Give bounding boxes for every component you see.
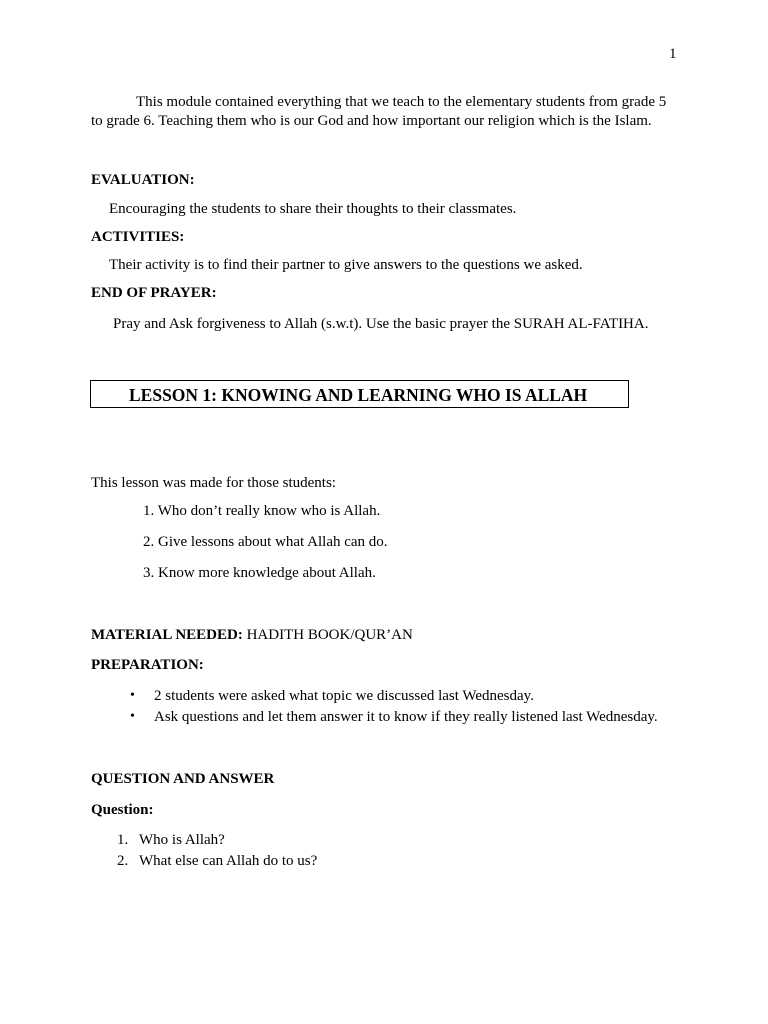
preparation-heading: PREPARATION: bbox=[91, 657, 204, 673]
intro-paragraph-line-2: to grade 6. Teaching them who is our God and how important our religion which is the Islam. bbox=[91, 113, 652, 129]
question-label: Question: bbox=[91, 802, 154, 818]
bullet-icon: • bbox=[130, 709, 135, 724]
evaluation-text: Encouraging the students to share their thoughts to their classmates. bbox=[109, 201, 517, 217]
evaluation-heading: EVALUATION: bbox=[91, 172, 195, 188]
activities-heading: ACTIVITIES: bbox=[91, 229, 185, 245]
intro-paragraph-line-1: This module contained everything that we teach to the elementary students from grade 5 bbox=[136, 94, 667, 110]
end-of-prayer-text: Pray and Ask forgiveness to Allah (s.w.t). Use the basic prayer the SURAH AL-FATIHA. bbox=[113, 316, 649, 332]
lesson-title: LESSON 1: KNOWING AND LEARNING WHO IS ALLAH bbox=[129, 385, 588, 405]
material-needed-value: HADITH BOOK/QUR’AN bbox=[246, 627, 413, 643]
lesson-intro: This lesson was made for those students: bbox=[91, 475, 336, 491]
lesson-objective: 1. Who don’t really know who is Allah. bbox=[143, 503, 381, 519]
activities-text: Their activity is to find their partner to give answers to the questions we asked. bbox=[109, 257, 583, 273]
bullet-icon: • bbox=[130, 688, 135, 703]
question-text: Who is Allah? bbox=[139, 832, 225, 848]
preparation-item: Ask questions and let them answer it to know if they really listened last Wednesday. bbox=[154, 709, 658, 725]
lesson-objective: 2. Give lessons about what Allah can do. bbox=[143, 534, 388, 550]
end-of-prayer-heading: END OF PRAYER: bbox=[91, 285, 217, 301]
lesson-objective: 3. Know more knowledge about Allah. bbox=[143, 565, 376, 581]
question-number: 2. bbox=[117, 853, 129, 869]
question-number: 1. bbox=[117, 832, 129, 848]
question-and-answer-heading: QUESTION AND ANSWER bbox=[91, 771, 275, 787]
material-needed bbox=[91, 627, 413, 644]
page-number: 1 bbox=[669, 46, 677, 62]
material-needed-label: MATERIAL NEEDED: bbox=[91, 627, 243, 643]
question-text: What else can Allah do to us? bbox=[139, 853, 318, 869]
preparation-item: 2 students were asked what topic we discussed last Wednesday. bbox=[154, 688, 534, 704]
